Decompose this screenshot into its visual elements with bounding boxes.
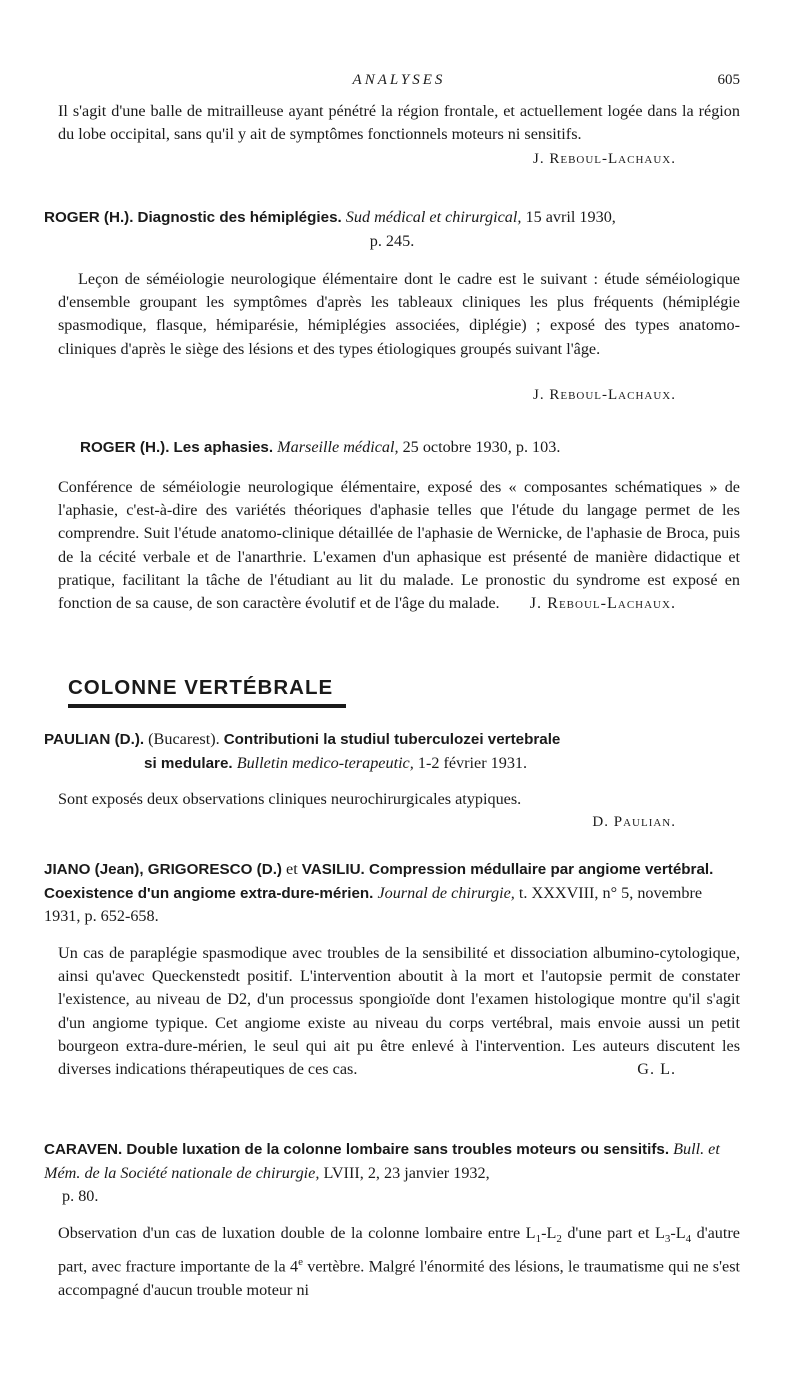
entry-citation-end: p. 245. <box>369 231 415 250</box>
entry-title: Compression médullaire par angiome vertébral. Coexistence d'un angiome extra-dure-mérien. <box>44 861 714 902</box>
entry-location: (Bucarest). <box>144 730 224 748</box>
entry-signature: G. L. <box>637 1060 676 1079</box>
entry-title-continued: si medulare. <box>144 754 233 772</box>
entry-body-part: d'une part et L <box>561 1224 665 1242</box>
entry-heading <box>44 728 740 775</box>
subscript: 2 <box>556 1233 562 1246</box>
entry-body: Leçon de séméiologie neurologique élémentaire dont le cadre est le suivant : étude séméiologique d'ensemble groupant les symptômes d'après les tableaux cliniques les plus fréquents (hémiplégie spasmodique, flasque, hémiparésie, hémiplégies associées, diplégie) ; exposé des types anatomo-cliniques d'après le siège des lésions et des types étiologiques groupés suivant l'âge. <box>58 270 740 358</box>
entry-title: Les aphasies. <box>173 439 274 456</box>
entry-abstract <box>58 1222 740 1302</box>
entry-author-2: VASILIU. <box>301 861 365 878</box>
entry-author: ROGER (H.). <box>80 439 170 456</box>
intro-paragraph <box>58 100 740 146</box>
entry-conjunction: et <box>281 860 302 878</box>
superscript: e <box>298 1256 303 1269</box>
entry-journal: Sud médical et chirurgical, <box>345 208 522 226</box>
entry-citation: 25 octobre 1930, p. 103. <box>398 438 561 456</box>
entry-title: Double luxation de la colonne lombaire sans troubles moteurs ou sensitifs. <box>122 1141 670 1158</box>
entry-author: CARAVEN. <box>44 1141 123 1158</box>
entry-citation: LVIII, 2, 23 janvier 1932, <box>319 1163 490 1182</box>
subscript: 1 <box>535 1233 542 1246</box>
entry-abstract <box>58 942 740 1081</box>
entry-author: PAULIAN (D.). <box>44 731 145 748</box>
entry-body-part: -L <box>670 1224 686 1242</box>
subscript: 3 <box>664 1233 671 1246</box>
entry-journal: Bulletin medico-terapeutic, <box>236 753 414 772</box>
entry-body-part: vertèbre. Malgré l'énormité des lésions, le traumatisme qui ne s'est accompagné d'aucun trouble moteur ni <box>58 1257 740 1300</box>
entry-signature: J. Reboul-Lachaux. <box>533 387 676 403</box>
entry-body-part: Observation d'un cas de luxation double de la colonne lombaire entre L <box>58 1224 536 1242</box>
intro-text: Il s'agit d'une balle de mitrailleuse ayant pénétré la région frontale, et actuellement logée dans la région du lobe occipital, sans qu'il y ait de symptômes fonctionnels moteurs ni sensitifs. <box>58 102 740 144</box>
entry-heading <box>44 206 740 253</box>
entry-journal: Journal de chirurgie, <box>377 883 515 902</box>
entry-abstract <box>58 476 740 615</box>
entry-citation: 15 avril 1930, <box>521 208 616 226</box>
entry-citation-end: p. 80. <box>62 1187 99 1205</box>
intro-signature: J. Reboul-Lachaux. <box>533 151 676 167</box>
subscript: 4 <box>685 1233 692 1246</box>
entry-body-part: d'autre part, avec fracture importante de la 4 <box>58 1224 740 1276</box>
entry-heading <box>44 858 740 929</box>
running-title: ANALYSES <box>352 72 446 88</box>
running-head <box>58 72 740 92</box>
entry-heading <box>44 1138 740 1209</box>
entry-abstract <box>58 268 740 361</box>
entry-title: Contributioni la studiul tuberculozei vertebrale <box>223 731 561 748</box>
entry-signature: D. Paulian. <box>592 814 676 830</box>
entry-body: Conférence de séméiologie neurologique élémentaire, exposé des « composantes schématiques » de l'aphasie, c'est-à-dire des variétés théoriques d'aphasie telles que l'étude du langage permet de les comprendre. Suit l'étude anatomo-clinique détaillée de l'aphasie de Wernicke, de l'aphasie de Broca, puis de la cécité verbale et de l'anarthrie. L'examen d'un aphasique est présenté de manière didactique et pratique, facilitant la tâche de l'étudiant au lit du malade. Le pronostic du syndrome est exposé en fonction de sa cause, de son caractère évolutif et de l'âge du malade. <box>58 478 740 613</box>
entry-journal: Bull. et Mém. de la Société nationale de chirurgie, <box>44 1140 720 1182</box>
entry-body: Un cas de paraplégie spasmodique avec troubles de la sensibilité et dissociation albumino-cytologique, ainsi qu'avec Queckenstedt positif. L'intervention aboutit à la mort et l'autopsie permit de constater l'existence, au niveau de D2, d'un processus spongioïde dont l'examen histologique montre qu'il s'agit d'un angiome typique. Cet angiome existe au niveau du corps vertébral, mais envoie aussi un petit bourgeon extra-dure-mérien, le seul qui ait pu être enlevé à l'intervention. Les auteurs discutent les diverses indications thérapeutiques de ces cas. <box>58 944 740 1079</box>
entry-signature: J. Reboul-Lachaux. <box>529 594 676 613</box>
entry-body-part: -L <box>541 1224 557 1242</box>
entry-journal: Marseille médical, <box>277 438 399 456</box>
entry-author: JIANO (Jean), GRIGORESCO (D.) <box>44 861 282 878</box>
entry-body: Sont exposés deux observations cliniques neurochirurgicales atypiques. <box>58 790 522 808</box>
page-number: 605 <box>717 72 740 88</box>
section-heading: COLONNE VERTÉBRALE <box>68 676 334 699</box>
entry-heading <box>80 436 776 460</box>
entry-citation: t. XXXVIII, n° 5, novembre 1931, p. 652-658. <box>44 883 703 925</box>
entry-citation: 1-2 février 1931. <box>413 753 528 772</box>
entry-abstract <box>58 788 740 811</box>
entry-title: Diagnostic des hémiplégies. <box>137 209 342 226</box>
section-underline <box>68 704 346 708</box>
entry-author: ROGER (H.). <box>44 209 134 226</box>
